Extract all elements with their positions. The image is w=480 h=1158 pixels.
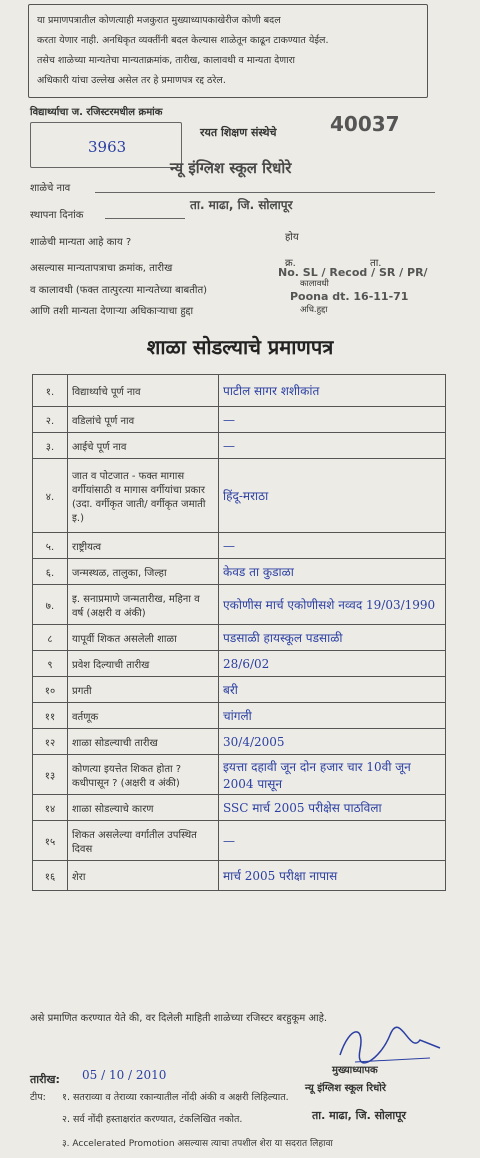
kalavadhi-label: कालावधी (300, 279, 329, 289)
row-field: शाळा सोडल्याची तारीख (68, 729, 219, 755)
row-field: शेरा (68, 861, 219, 891)
established-label: स्थापना दिनांक (30, 210, 84, 221)
institution-label: रयत शिक्षण संस्थेचे (200, 126, 277, 139)
notice-line-2: करता येणार नाही. अनधिकृत व्यक्तींनी बदल केल्यास शाळेतून काढून टाकण्यात येईल. (37, 35, 329, 46)
row-value: SSC मार्च 2005 परीक्षेस पाठविला (219, 795, 446, 821)
row-number: ९ (33, 651, 68, 677)
school-name-line (95, 192, 435, 193)
row-number: १. (33, 375, 68, 407)
table-row (33, 459, 446, 533)
row-field: जन्मस्थळ, तालुका, जिल्हा (68, 559, 219, 585)
row-value: 30/4/2005 (219, 729, 446, 755)
row-field: प्रगती (68, 677, 219, 703)
row-number: ७. (33, 585, 68, 625)
top-notice-box (28, 4, 428, 98)
table-row (33, 795, 446, 821)
school-name-label: शाळेचे नाव (30, 183, 71, 194)
date-label: तारीख: (30, 1073, 60, 1086)
row-number: २. (33, 407, 68, 433)
row-value: बरी (219, 677, 446, 703)
row-field: शाळा सोडल्याचे कारण (68, 795, 219, 821)
table-row (33, 703, 446, 729)
school-place: ता. माढा, जि. सोलापूर (190, 198, 293, 212)
recognition-answer: होय (285, 232, 299, 243)
row-field: आईचे पूर्ण नाव (68, 433, 219, 459)
table-row (33, 375, 446, 407)
recognition-stamp-line1: No. SL / Recod / SR / PR/ (278, 266, 428, 279)
row-field: इ. सनाप्रमाणे जन्मतारीख, महिना व वर्ष (अक्षरी व अंकी) (68, 585, 219, 625)
row-value: पाटील सागर शशीकांत (219, 375, 446, 407)
certificate-table (32, 374, 446, 891)
row-value: हिंदू-मराठा (219, 459, 446, 533)
institution-code: 40037 (330, 112, 400, 136)
row-number: १३ (33, 755, 68, 795)
notice-line-3: तसेच शाळेच्या मान्यतेचा मान्यताक्रमांक, तारीख, कालावधी व मान्यता देणारा (37, 55, 295, 66)
row-value: — (219, 533, 446, 559)
table-row (33, 755, 446, 795)
table-row (33, 821, 446, 861)
row-field: यापूर्वी शिकत असलेली शाळा (68, 625, 219, 651)
row-value: एकोणीस मार्च एकोणीसशे नव्वद 19/03/1990 (219, 585, 446, 625)
row-value: 28/6/02 (219, 651, 446, 677)
certificate-title: शाळा सोडल्याचे प्रमाणपत्र (146, 335, 334, 359)
notice-line-1: या प्रमाणपत्रातील कोणत्याही मजकुरात मुख्याध्यापकाखेरीज कोणी बदल (37, 15, 281, 26)
row-number: ५. (33, 533, 68, 559)
row-field: वडिलांचे पूर्ण नाव (68, 407, 219, 433)
row-field: वर्तणूक (68, 703, 219, 729)
row-number: १५ (33, 821, 68, 861)
principal-title: मुख्याध्यापक (332, 1065, 378, 1076)
established-line (105, 218, 185, 219)
recognition-number-label: असल्यास मान्यतापत्राचा क्रमांक, तारीख (30, 263, 173, 274)
row-field: शिकत असलेल्या वर्गातील उपस्थित दिवस (68, 821, 219, 861)
table-row (33, 433, 446, 459)
register-label: विद्यार्थ्याचा ज. रजिस्टरमधील क्रमांक (30, 107, 163, 118)
row-field: प्रवेश दिल्याची तारीख (68, 651, 219, 677)
table-row (33, 625, 446, 651)
row-value: पडसाळी हायस्कूल पडसाळी (219, 625, 446, 651)
notes-label: टीप: (30, 1092, 46, 1103)
row-number: ८ (33, 625, 68, 651)
row-value: — (219, 407, 446, 433)
row-number: ४. (33, 459, 68, 533)
principal-place: ता. माढा, जि. सोलापूर (312, 1109, 406, 1122)
adhikari-label: अधि.हुद्दा (300, 305, 328, 315)
kr-label: क्र. (285, 258, 296, 269)
row-value: केवड ता कुडाळा (219, 559, 446, 585)
table-row (33, 651, 446, 677)
table-row (33, 861, 446, 891)
row-value: — (219, 821, 446, 861)
row-field: जात व पोटजात - फक्त मागास वर्गीयांसाठी व मागास वर्गीयांचा प्रकार (उदा. वर्गीकृत जाती/ वर्गीकृत जमाती इ.) (68, 459, 219, 533)
table-row (33, 533, 446, 559)
row-number: ३. (33, 433, 68, 459)
row-number: ११ (33, 703, 68, 729)
row-value: चांगली (219, 703, 446, 729)
recognition-stamp-line2: Poona dt. 16-11-71 (290, 290, 409, 303)
row-number: १० (33, 677, 68, 703)
row-number: १२ (33, 729, 68, 755)
register-value: 3963 (88, 138, 127, 156)
recognition-period-label: व कालावधी (फक्त तात्पुरत्या मान्यतेच्या बाबतीत) (30, 285, 208, 296)
table-row (33, 677, 446, 703)
notice-line-4: अधिकारी यांचा उल्लेख असेल तर हे प्रमाणपत्र रद्द ठरेल. (37, 75, 226, 86)
table-row (33, 729, 446, 755)
row-field: राष्ट्रीयत्व (68, 533, 219, 559)
note-2: २. सर्व नोंदी हस्ताक्षरांत करण्यात, टंकलिखित नकोत. (62, 1114, 243, 1125)
row-number: १६ (33, 861, 68, 891)
row-field: विद्यार्थ्याचे पूर्ण नाव (68, 375, 219, 407)
note-3: ३. Accelerated Promotion असल्यास त्याचा तपशील शेरा या सदरात लिहावा (62, 1139, 333, 1149)
row-number: ६. (33, 559, 68, 585)
recognition-question: शाळेची मान्यता आहे काय ? (30, 237, 132, 248)
row-field: कोणत्या इयत्तेत शिकत होता ? कधीपासून ? (अक्षरी व अंकी) (68, 755, 219, 795)
ta-label: ता. (370, 258, 382, 269)
row-value: — (219, 433, 446, 459)
recognition-authority-label: आणि तशी मान्यता देणाऱ्या अधिकाऱ्याचा हुद्दा (30, 306, 194, 317)
school-name-value: न्यू इंग्लिश स्कूल रिधोरे (170, 159, 292, 177)
row-number: १४ (33, 795, 68, 821)
certify-text: असे प्रमाणित करण्यात येते की, वर दिलेली माहिती शाळेच्या रजिस्टर बरहुकूम आहे. (30, 1013, 328, 1024)
table-row (33, 559, 446, 585)
table-row (33, 407, 446, 433)
principal-school: न्यू इंग्लिश स्कूल रिधोरे (305, 1083, 386, 1094)
date-value: 05 / 10 / 2010 (82, 1068, 167, 1082)
note-1: १. सतराव्या व तेराव्या रकान्यातील नोंदी अंकी व अक्षरी लिहिल्यात. (62, 1092, 289, 1103)
row-value: मार्च 2005 परीक्षा नापास (219, 861, 446, 891)
table-row (33, 585, 446, 625)
row-value: इयत्ता दहावी जून दोन हजार चार 10वी जून 2004 पासून (219, 755, 446, 795)
